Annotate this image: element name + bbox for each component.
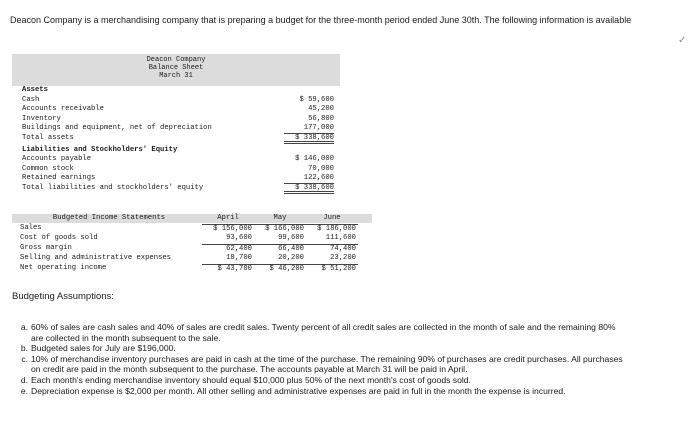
bs-total-assets: Total assets $ 338,600 <box>22 133 334 142</box>
bs-row-inventory: Inventory 56,800 <box>22 114 334 123</box>
month-header: April <box>202 214 254 224</box>
table-row: Selling and administrative expenses 18,700 20,200 23,200 <box>20 254 356 263</box>
month-header: May <box>254 214 306 224</box>
bs-row-cash: Cash $ 59,600 <box>22 95 334 104</box>
month-header: June <box>306 214 358 224</box>
table-row: Net operating income $ 43,700 $ 46,200 $ 51,200 <box>20 264 356 273</box>
table-row: Cost of goods sold 93,600 99,600 111,600 <box>20 234 356 243</box>
income-statement-title: Budgeted Income Statements <box>52 214 166 223</box>
table-header-row <box>20 214 358 224</box>
assets-heading: Assets <box>22 86 48 94</box>
budgeting-assumptions-title: Budgeting Assumptions: <box>12 291 114 302</box>
checkmark-icon: ✓ <box>678 35 687 46</box>
statement-date: March 31 <box>159 72 193 80</box>
bs-row-retained: Retained earnings 122,600 <box>22 174 334 183</box>
balance-sheet-header <box>12 56 340 80</box>
list-item: e. Depreciation expense is $2,000 per month. All other selling and administrative expenses are paid in full in the month the expense is incurred. <box>20 385 566 396</box>
bs-row-receivable: Accounts receivable 45,200 <box>22 105 334 114</box>
table-row: Gross margin 62,400 66,400 74,400 <box>20 244 356 253</box>
bs-row-payable: Accounts payable $ 146,000 <box>22 155 334 164</box>
problem-intro: Deacon Company is a merchandising company that is preparing a budget for the three-month period ended June 30th. The following information is available <box>10 15 632 25</box>
list-item: c. 10% of merchandise inventory purchases are paid in cash at the time of the purchase. The remaining 90% of purchases are credit purchases. All purchases on credit are paid in the month subsequent to the purchase. The accounts payable at March 31 will be paid in April. <box>21 353 623 375</box>
list-item: b. Budgeted sales for July are $196,000. <box>20 343 176 354</box>
liabilities-heading: Liabilities and Stockholders' Equity <box>22 145 178 154</box>
company-name: Deacon Company <box>146 56 206 64</box>
bs-row-buildings: Buildings and equipment, net of depreciation 177,000 <box>22 124 334 133</box>
assumptions-list <box>10 322 625 396</box>
bs-total-liabilities: Total liabilities and stockholders' equity $ 338,600 <box>22 183 334 192</box>
income-statement <box>20 214 358 274</box>
table-row: Sales $ 156,000 $ 166,000 $ 186,000 <box>20 224 356 233</box>
bs-row-common-stock: Common stock 70,000 <box>22 164 334 173</box>
list-item: d. Each month's ending merchandise inventory should equal $10,000 plus 50% of the next month's cost of goods sold. <box>20 374 471 385</box>
statement-title: Balance Sheet <box>148 64 204 72</box>
balance-sheet <box>22 86 334 194</box>
list-item: a. 60% of sales are cash sales and 40% of sales are credit sales. Twenty percent of all credit sales are collected in the month of sale and the remaining 80% are collected in the month subsequent to the sale. <box>20 322 616 343</box>
